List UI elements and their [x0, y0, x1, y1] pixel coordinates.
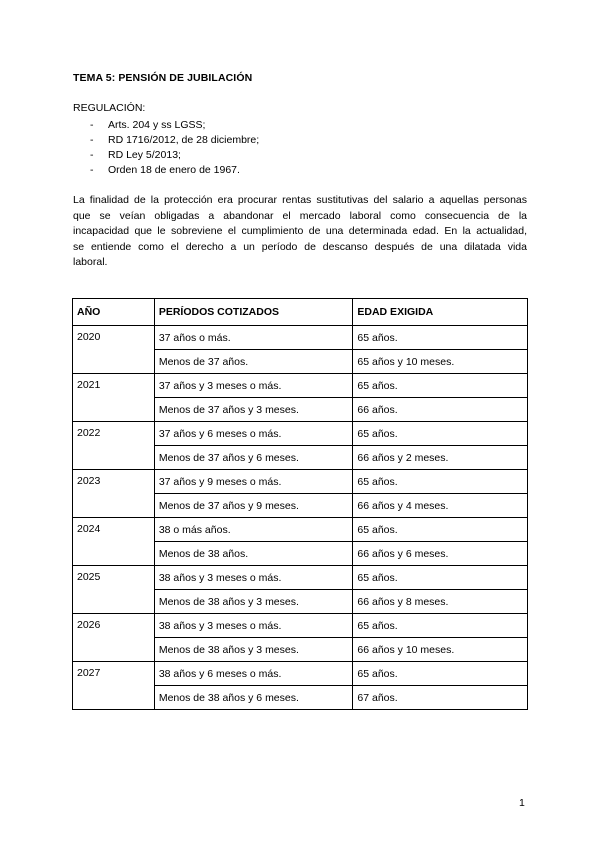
period-cell: 38 o más años.	[154, 518, 353, 542]
year-cell: 2021	[73, 374, 155, 422]
period-cell: Menos de 38 años y 6 meses.	[154, 686, 353, 710]
regulation-heading: REGULACIÓN:	[73, 102, 146, 114]
age-cell: 66 años y 8 meses.	[353, 590, 528, 614]
age-cell: 66 años.	[353, 398, 528, 422]
age-cell: 66 años y 4 meses.	[353, 494, 528, 518]
bullet-dash: -	[90, 119, 94, 131]
period-cell: 37 años y 9 meses o más.	[154, 470, 353, 494]
period-cell: 37 años y 6 meses o más.	[154, 422, 353, 446]
age-cell: 66 años y 10 meses.	[353, 638, 528, 662]
table-row	[73, 470, 528, 494]
paragraph-line: que se veían obligadas a abandonar el mercado laboral como consecuencia de la	[73, 209, 527, 222]
header-year: AÑO	[73, 299, 155, 326]
age-cell: 65 años.	[353, 326, 528, 350]
age-cell: 65 años.	[353, 518, 528, 542]
year-cell: 2024	[73, 518, 155, 566]
regulation-item-text: RD Ley 5/2013;	[108, 149, 181, 161]
table-row	[73, 422, 528, 446]
age-cell: 65 años.	[353, 422, 528, 446]
list-item	[73, 163, 259, 178]
year-cell: 2022	[73, 422, 155, 470]
table-row	[73, 662, 528, 686]
period-cell: 38 años y 3 meses o más.	[154, 614, 353, 638]
paragraph-line: La finalidad de la protección era procurar rentas sustitutivas del salario a aquellas personas	[73, 194, 527, 206]
age-cell: 65 años y 10 meses.	[353, 350, 528, 374]
header-age: EDAD EXIGIDA	[353, 299, 528, 326]
period-cell: Menos de 37 años y 9 meses.	[154, 494, 353, 518]
period-cell: 37 años o más.	[154, 326, 353, 350]
regulation-item-text: Orden 18 de enero de 1967.	[108, 164, 240, 176]
page-number: 1	[519, 797, 525, 809]
list-item	[73, 133, 259, 148]
regulation-item-text: RD 1716/2012, de 28 diciembre;	[108, 134, 260, 146]
table-row	[73, 518, 528, 542]
paragraph-line: laboral.	[73, 256, 108, 268]
bullet-dash: -	[90, 164, 94, 176]
list-item	[73, 148, 259, 163]
age-cell: 65 años.	[353, 374, 528, 398]
table-header-row	[73, 299, 528, 326]
period-cell: Menos de 37 años y 3 meses.	[154, 398, 353, 422]
period-cell: 38 años y 3 meses o más.	[154, 566, 353, 590]
year-cell: 2023	[73, 470, 155, 518]
table-row	[73, 326, 528, 350]
period-cell: Menos de 38 años y 3 meses.	[154, 638, 353, 662]
age-cell: 65 años.	[353, 662, 528, 686]
period-cell: 38 años y 6 meses o más.	[154, 662, 353, 686]
table-row	[73, 614, 528, 638]
age-cell: 67 años.	[353, 686, 528, 710]
regulation-list	[73, 118, 259, 178]
regulation-item-text: Arts. 204 y ss LGSS;	[108, 119, 206, 131]
intro-paragraph	[73, 193, 527, 271]
period-cell: Menos de 38 años.	[154, 542, 353, 566]
age-cell: 65 años.	[353, 470, 528, 494]
bullet-dash: -	[90, 149, 94, 161]
year-cell: 2026	[73, 614, 155, 662]
paragraph-line: incapacidad que le sobreviene el cumplimiento de una determinada edad. En la actualidad,	[73, 225, 527, 237]
period-cell: 37 años y 3 meses o más.	[154, 374, 353, 398]
period-cell: Menos de 37 años.	[154, 350, 353, 374]
age-cell: 65 años.	[353, 566, 528, 590]
year-cell: 2020	[73, 326, 155, 374]
age-cell: 65 años.	[353, 614, 528, 638]
year-cell: 2027	[73, 662, 155, 710]
period-cell: Menos de 38 años y 3 meses.	[154, 590, 353, 614]
list-item	[73, 118, 259, 133]
year-cell: 2025	[73, 566, 155, 614]
header-periods: PERÍODOS COTIZADOS	[154, 299, 353, 326]
table-row	[73, 374, 528, 398]
page-title: TEMA 5: PENSIÓN DE JUBILACIÓN	[73, 72, 253, 84]
table-row	[73, 566, 528, 590]
bullet-dash: -	[90, 134, 94, 146]
period-cell: Menos de 37 años y 6 meses.	[154, 446, 353, 470]
paragraph-line: se entiende como el derecho a un período de descanso después de una dilatada vida	[73, 240, 527, 253]
retirement-age-table	[72, 298, 528, 710]
age-cell: 66 años y 2 meses.	[353, 446, 528, 470]
age-cell: 66 años y 6 meses.	[353, 542, 528, 566]
